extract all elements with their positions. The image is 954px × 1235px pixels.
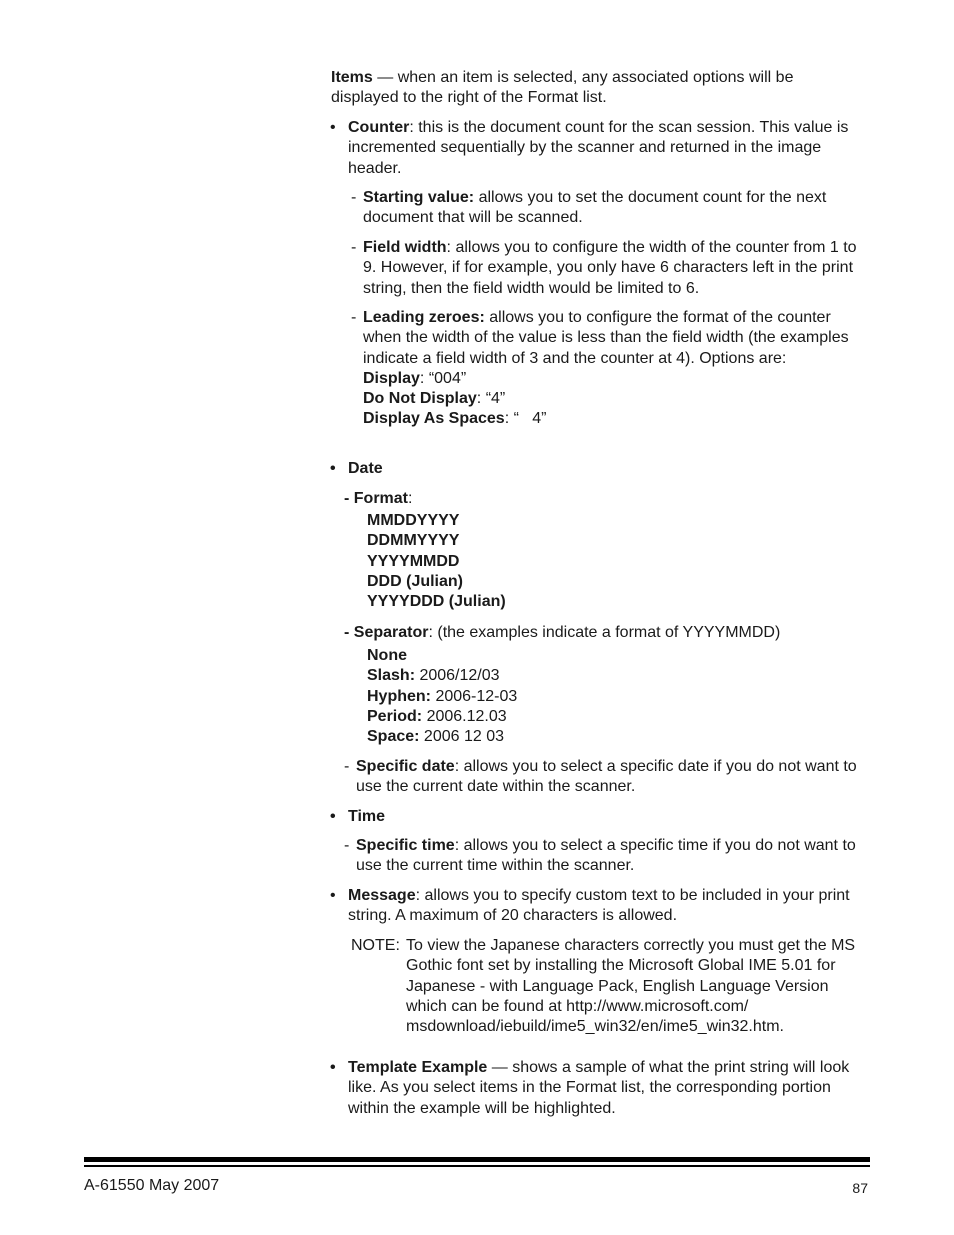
bullet-icon: • [330, 460, 336, 477]
list-item: YYYYMMDD [367, 552, 460, 570]
option-value: 2006/12/03 [415, 667, 500, 685]
time-label: Time [348, 808, 386, 825]
field-width-label: Field width [363, 239, 447, 256]
counter-label: Counter [348, 119, 410, 136]
option-label: Space: [367, 728, 420, 746]
message-label: Message [348, 887, 416, 904]
date-separator-heading [344, 623, 871, 643]
option-value: 2006-12-03 [431, 687, 518, 705]
list-item [367, 646, 517, 666]
starting-value-label: Starting value: [363, 189, 475, 206]
starting-value-paragraph [363, 188, 871, 229]
specific-date-paragraph [356, 757, 871, 798]
leading-zeroes-option [363, 409, 871, 429]
items-paragraph [331, 68, 851, 109]
note-text: To view the Japanese characters correctly you must get the MS Gothic font set by installing the Microsoft Global IME 5.01 for Japanese - with Language Pack, English Language Version which can be found at http://www.microsoft.com/ msdownload/iebuild/ime5_win32/en/ime5_win32.htm. [406, 937, 856, 1036]
list-item: MMDDYYYY [367, 512, 460, 529]
list-item: DDD (Julian) [367, 572, 463, 590]
list-item [367, 687, 517, 707]
option-value: : “4” [476, 390, 506, 408]
option-value: 2006.12.03 [422, 707, 507, 725]
date-separator-label: - Separator [344, 624, 429, 641]
option-value: 2006 12 03 [419, 728, 504, 746]
dash-icon: - [351, 239, 357, 256]
date-label: Date [348, 460, 383, 477]
starting-value-text: allows you to set the document count for the next document that will be scanned. [363, 189, 827, 227]
counter-paragraph [348, 118, 871, 179]
field-width-text: : allows you to configure the width of the counter from 1 to 9. However, if for example, you only have 6 characters left in the print string, then the field width would be limited to 6. [363, 239, 857, 297]
list-item: DDMMYYYY [367, 532, 460, 550]
template-example-paragraph [348, 1058, 858, 1119]
specific-time-label: Specific time [356, 837, 455, 854]
option-label: Period: [367, 707, 423, 725]
specific-time-text: : allows you to select a specific time if you do not want to use the current time within the scanner. [356, 837, 856, 875]
leading-zeroes-label: Leading zeroes: [363, 309, 485, 326]
option-label: Do Not Display [363, 390, 477, 408]
bullet-icon: • [330, 887, 336, 904]
leading-zeroes-paragraph [363, 308, 871, 430]
footer-divider-thick [84, 1157, 870, 1162]
items-text: — when an item is selected, any associated options will be displayed to the right of the Format list. [331, 69, 794, 107]
dash-icon: - [351, 189, 357, 206]
option-label: Slash: [367, 667, 416, 685]
list-item [367, 666, 517, 686]
leading-zeroes-option [363, 389, 871, 409]
message-text: : allows you to specify custom text to be included in your print string. A maximum of 20 characters is allowed. [348, 887, 850, 925]
leading-zeroes-text: allows you to configure the format of the counter when the width of the value is less than the field width (the examples indicate a field width of 3 and the counter at 4). Options are: [363, 309, 849, 367]
template-example-label: Template Example [348, 1059, 488, 1076]
date-separator-text: : (the examples indicate a format of YYYYMMDD) [428, 624, 781, 641]
dash-icon: - [351, 309, 357, 326]
option-label: Hyphen: [367, 687, 431, 705]
list-item [367, 727, 517, 747]
footer-doc-id: A-61550 May 2007 [84, 1177, 220, 1194]
specific-time-paragraph [356, 836, 871, 877]
list-item [367, 707, 517, 727]
counter-text: : this is the document count for the scan session. This value is incremented sequentially by the scanner and returned in the image header. [348, 119, 849, 177]
option-label: None [367, 647, 407, 664]
date-separator-list [367, 646, 517, 747]
date-format-heading [344, 489, 412, 509]
date-format-label: - Format [344, 490, 408, 507]
option-label: Display As Spaces [363, 410, 505, 428]
message-paragraph [348, 886, 858, 927]
specific-date-label: Specific date [356, 758, 455, 775]
option-label: Display [363, 369, 420, 387]
specific-date-text: : allows you to select a specific date if you do not want to use the current date within the scanner. [356, 758, 857, 796]
bullet-icon: • [330, 1059, 336, 1076]
note-label: NOTE: [351, 937, 400, 954]
list-item: YYYYDDD (Julian) [367, 593, 506, 611]
colon: : [408, 490, 413, 507]
field-width-paragraph [363, 238, 871, 299]
dash-icon: - [344, 758, 350, 775]
leading-zeroes-option [363, 369, 871, 389]
bullet-icon: • [330, 119, 336, 136]
footer-divider-thin [84, 1165, 870, 1167]
bullet-icon: • [330, 808, 336, 825]
page-number: 87 [852, 1180, 868, 1196]
option-value: : “ 4” [504, 410, 547, 428]
template-example-text: — shows a sample of what the print string will look like. As you select items in the Format list, the corresponding portion within the example will be highlighted. [348, 1059, 850, 1117]
dash-icon: - [344, 837, 350, 854]
option-value: : “004” [419, 369, 467, 387]
date-format-list [367, 511, 506, 612]
items-label: Items [331, 69, 373, 86]
